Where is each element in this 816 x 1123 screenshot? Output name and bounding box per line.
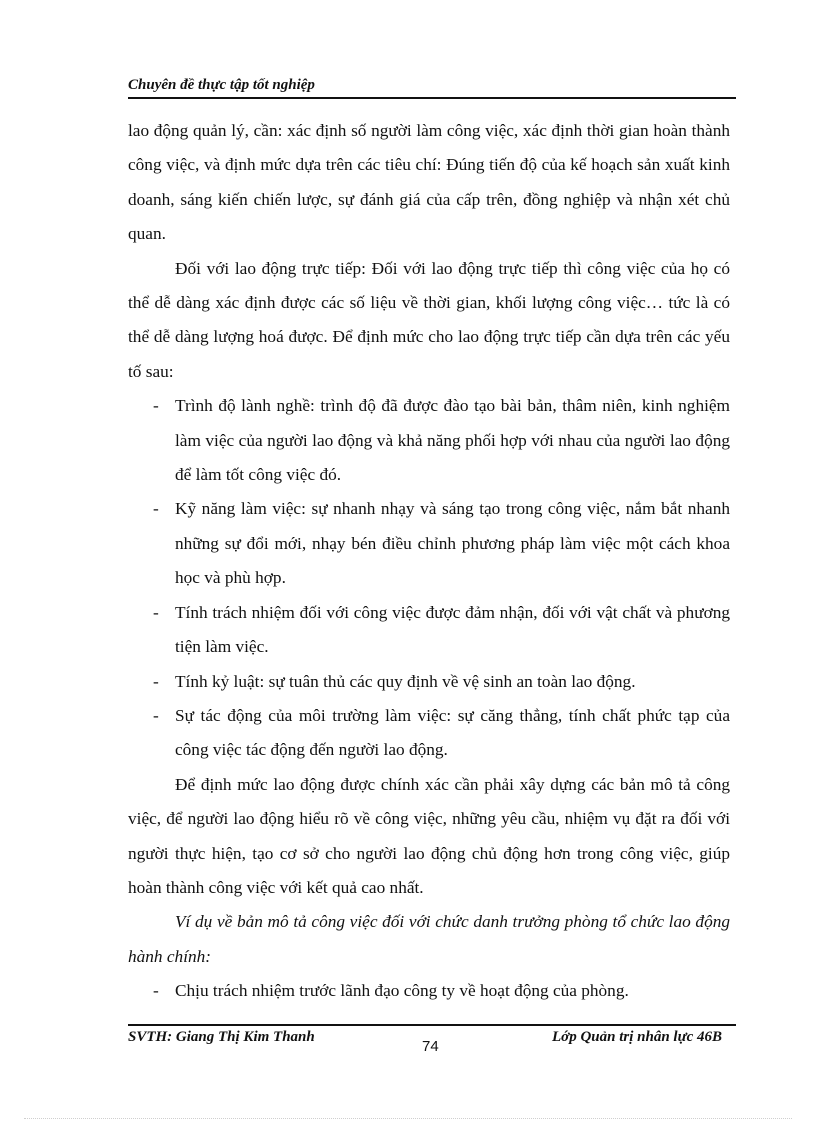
paragraph-2: Đối với lao động trực tiếp: Đối với lao động trực tiếp thì công việc của họ có thể dễ dàng xác định được các số liệu về thời gian, khối lượng công việc… tức là có thể dễ dàng lượng hoá được. Để định mức cho lao động trực tiếp cần dựa trên các yếu tố sau: — [128, 258, 730, 381]
list-item-text: Tính kỷ luật: sự tuân thủ các quy định về vệ sinh an toàn lao động. — [175, 671, 636, 691]
paragraph-4-example: Ví dụ về bản mô tả công việc đối với chức danh trưởng phòng tổ chức lao động hành chính: — [128, 912, 730, 966]
bullet-dash: - — [153, 396, 159, 416]
list-item — [128, 596, 730, 665]
duty-list — [128, 974, 730, 1008]
body-text — [128, 114, 730, 1009]
footer-student-name: SVTH: Giang Thị Kim Thanh — [128, 1029, 315, 1045]
list-item-text: Kỹ năng làm việc: sự nhanh nhạy và sáng tạo trong công việc, nắm bắt nhanh những sự đổi mới, nhạy bén điều chỉnh phương pháp làm việc một cách khoa học và phù hợp. — [175, 499, 730, 588]
list-item-text: Tính trách nhiệm đối với công việc được đảm nhận, đối với vật chất và phương tiện làm việc. — [175, 602, 730, 657]
list-item — [128, 492, 730, 595]
bullet-dash: - — [153, 499, 159, 519]
list-item-text: Trình độ lành nghề: trình độ đã được đào tạo bài bản, thâm niên, kinh nghiệm làm việc của người lao động và khả năng phối hợp với nhau của người lao động để làm tốt công việc đó. — [175, 396, 730, 485]
list-item — [128, 389, 730, 492]
header-title: Chuyên đề thực tập tốt nghiệp — [128, 77, 315, 93]
list-item-text: Chịu trách nhiệm trước lãnh đạo công ty về hoạt động của phòng. — [175, 981, 629, 1001]
list-item — [128, 665, 730, 699]
bullet-dash: - — [153, 671, 159, 691]
bullet-dash: - — [153, 602, 159, 622]
paragraph-3: Để định mức lao động được chính xác cần phải xây dựng các bản mô tả công việc, để người lao động hiểu rõ về công việc, những yêu cầu, nhiệm vụ đặt ra đối với người thực hiện, tạo cơ sở cho người lao động chủ động hơn trong công việc, giúp hoàn thành công việc với kết quả cao nhất. — [128, 774, 730, 897]
factor-list — [128, 389, 730, 767]
list-item — [128, 974, 730, 1008]
page-bottom-dotted-border — [24, 1118, 792, 1119]
header-rule — [128, 97, 736, 99]
list-item-text: Sự tác động của môi trường làm việc: sự căng thẳng, tính chất phức tạp của công việc tác động đến người lao động. — [175, 705, 730, 760]
bullet-dash: - — [153, 705, 159, 725]
footer-rule — [128, 1024, 736, 1026]
list-item — [128, 699, 730, 768]
footer-class-name: Lớp Quản trị nhân lực 46B — [552, 1029, 722, 1045]
page-footer — [128, 1024, 736, 1064]
page-header — [128, 74, 736, 96]
page-number: 74 — [422, 1038, 439, 1055]
paragraph-1: lao động quản lý, cần: xác định số người làm công việc, xác định thời gian hoàn thành công việc, và định mức dựa trên các tiêu chí: Đúng tiến độ của kế hoạch sản xuất kinh doanh, sáng kiến chiến lược, sự đánh giá của cấp trên, đồng nghiệp và nhận xét chủ quan. — [128, 121, 730, 244]
bullet-dash: - — [153, 981, 159, 1001]
